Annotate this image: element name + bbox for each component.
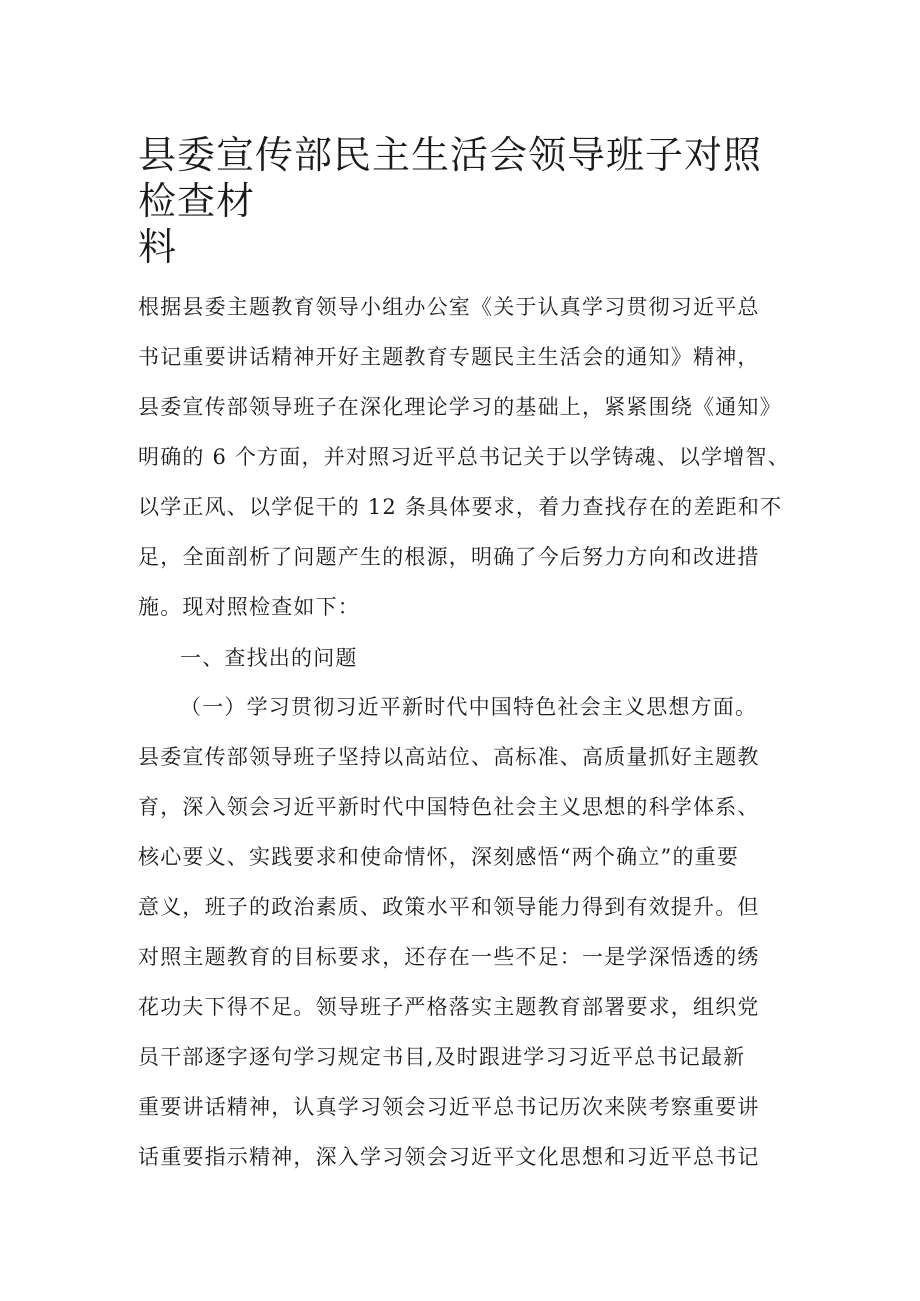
body-line: 员干部逐字逐句学习规定书目,及时跟进学习习近平总书记最新 [138,1045,746,1069]
intro-line: 以学正风、以学促干的 12 条具体要求，着力查找存在的差距和不 [138,495,783,519]
intro-line: 明确的 6 个方面，并对照习近平总书记关于以学铸魂、以学增智、 [138,445,790,469]
intro-line: 施。现对照检查如下： [138,595,360,619]
section-heading: 一、查找出的问题 [180,646,358,670]
title-line-2: 料 [138,225,178,269]
body-line: 花功夫下得不足。领导班子严格落实主题教育部署要求，组织党 [138,995,760,1019]
body-line: 重要讲话精神，认真学习领会习近平总书记历次来陕考察重要讲 [138,1095,760,1119]
body-line: 对照主题教育的目标要求，还存在一些不足：一是学深悟透的绣 [138,945,760,969]
document-title [138,132,798,270]
intro-line: 县委宣传部领导班子在深化理论学习的基础上，紧紧围绕《通知》 [138,395,782,419]
intro-line: 根据县委主题教育领导小组办公室《关于认真学习贯彻习近平总 [138,295,760,319]
intro-line: 足，全面剖析了问题产生的根源，明确了今后努力方向和改进措 [138,545,760,569]
intro-line: 书记重要讲话精神开好主题教育专题民主生活会的通知》精神， [138,345,760,369]
title-line-1: 县委宣传部民主生活会领导班子对照检查材 [138,133,763,223]
body-line: 核心要义、实践要求和使命情怀，深刻感悟“两个确立”的重要 [138,845,740,869]
body-line: 话重要指示精神，深入学习领会习近平文化思想和习近平总书记 [138,1145,760,1169]
body-line: 育，深入领会习近平新时代中国特色社会主义思想的科学体系、 [138,795,760,819]
body-line: 县委宣传部领导班子坚持以高站位、高标准、高质量抓好主题教 [138,745,760,769]
body-line: 意义，班子的政治素质、政策水平和领导能力得到有效提升。但 [138,895,760,919]
body-line: （一）学习贯彻习近平新时代中国特色社会主义思想方面。 [180,695,758,719]
